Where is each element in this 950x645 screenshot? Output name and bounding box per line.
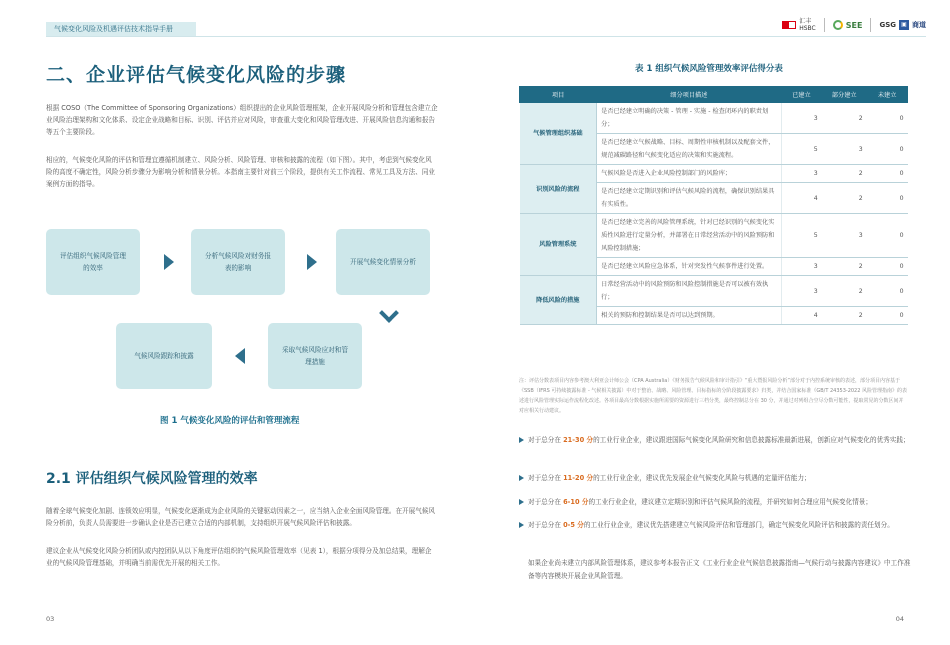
category-cell: 降低风险的措施	[520, 276, 597, 325]
score-partial: 2	[822, 307, 867, 325]
guidance-paragraph: 建议企业从气候变化风险分析团队或内控团队从以下角度评估组织的气候风险管理效率（见表 1），根据分项得分及加总结果，理解企业的气候风险管理基础，并明确当前需优先开展的相关工作。	[46, 547, 432, 567]
score-bullet: 对于总分在 11-20 分的工业行业企业，建议优先发展企业气候变化风险与机遇的定量评估能力；	[519, 472, 911, 485]
gsg-logo: GSG ▣ 商道	[879, 21, 926, 29]
flow-step-5: 气候风险跟踪和披露	[116, 323, 212, 389]
score-established: 3	[781, 103, 822, 134]
score-partial: 2	[822, 183, 867, 214]
intro-paragraph: 根据 COSO（The Committee of Sponsoring Organizations）组织提出的企业风险管理框架，企业开展风险分析和管理包含建立企业风险治理架构和文化体系、设定企业战略和目标、识别、评估并应对风险，审查重大变化和风险管理改进、开展风险信息沟通和报告等五个主要阶段。	[46, 104, 438, 136]
flow-arrow-right-icon	[164, 254, 174, 270]
efficiency-score-table	[519, 86, 908, 325]
col-header-established: 已建立	[781, 87, 822, 103]
score-established: 5	[781, 214, 822, 258]
score-established: 5	[781, 134, 822, 165]
flow-step-3: 开展气候变化情景分析	[336, 229, 430, 295]
desc-cell: 是否已经建立定期识别和评估气候风险的流程，确保识别结果具有实质性。	[597, 183, 781, 214]
desc-cell: 是否已经建立气候战略、目标、周期性审核机制以及配套文件，规范减碳路径和气候变化适应的决策和实施流程。	[597, 134, 781, 165]
figure-caption: 图 1 气候变化风险的评估和管理流程	[160, 416, 300, 426]
page-number-left: 03	[46, 615, 55, 623]
score-established: 4	[781, 307, 822, 325]
flow-arrow-right-icon	[307, 254, 317, 270]
score-none: 0	[867, 165, 908, 183]
category-cell: 识别风险的流程	[520, 165, 597, 214]
subsection-title: 2.1 评估组织气候风险管理的效率	[46, 471, 258, 487]
desc-cell: 是否已经建立明确的决策 - 管理 - 实施 - 检查闭环内的职责划分；	[597, 103, 781, 134]
desc-cell: 气候风险是否进入企业风险控制部门的风险库；	[597, 165, 781, 183]
col-header-item: 项目	[520, 87, 597, 103]
table-footnote: 注：评估分数表项目内容参考澳大利亚会计师公会（CPA Australia）《财务报告气候风险和审计指引》“重大暨报风险分析”部分对于内控系统审核的表述，部分项目内容基于《SSB（IFRS 可持续披露标准 - 气候相关披露）中对于整治、战略、风险管理、目标指标的分阶段披露要求》归类，并结合国家标准《GB/T 24353-2022 风险管理指南》的表述进行风险管理实际运作流程化改述。各项目最高分数根据实施所需要的资源进行三档分类，最终控制总分在 30 分，并通过对列组合空尽分数可能性，提取常见的分数区间并对应相关行动建议。	[519, 378, 908, 414]
gsg-mark-icon: ▣	[899, 20, 909, 30]
desc-cell: 日常经营活动中的风险预防和风险控制措施是否可以被有效执行；	[597, 276, 781, 307]
header-tab: 气候变化风险及机遇评估技术指导手册	[46, 22, 196, 36]
score-partial: 3	[822, 214, 867, 258]
bullet-triangle-icon	[519, 499, 524, 505]
col-header-partial: 部分建立	[822, 87, 867, 103]
category-cell: 风险管理系统	[520, 214, 597, 276]
desc-cell: 是否已经建立风险应急体系，针对突发性气候事件进行处置。	[597, 258, 781, 276]
desc-cell: 相关的预防和控制结果是否可以达到预期。	[597, 307, 781, 325]
flow-step-2: 分析气候风险对财务报表的影响	[191, 229, 285, 295]
bullet-triangle-icon	[519, 475, 524, 481]
score-established: 3	[781, 258, 822, 276]
table-row	[520, 165, 908, 183]
flow-step-1: 评估组织气候风险管理的效率	[46, 229, 140, 295]
col-header-none: 未建立	[867, 87, 908, 103]
desc-cell: 是否已经建立完善的风险管理系统，针对已经识别的气候变化实质性风险进行定量分析，并部署在日常经营活动中的风险预防和风险控制措施；	[597, 214, 781, 258]
table-row	[520, 276, 908, 307]
hsbc-wordmark: 汇丰 HSBC	[799, 18, 816, 32]
score-partial: 2	[822, 276, 867, 307]
table-header-row	[520, 87, 908, 103]
flow-step-4: 采取气候风险应对和管理措施	[268, 323, 362, 389]
bullet-triangle-icon	[519, 437, 524, 443]
score-none: 0	[867, 103, 908, 134]
score-none: 0	[867, 258, 908, 276]
col-header-desc: 细分项目描述	[597, 87, 781, 103]
table-row	[520, 103, 908, 134]
section-title: 二、企业评估气候变化风险的步骤	[46, 64, 347, 86]
score-partial: 2	[822, 258, 867, 276]
score-partial: 2	[822, 165, 867, 183]
bullet-triangle-icon	[519, 522, 524, 528]
category-cell: 气候管理组织基础	[520, 103, 597, 165]
score-none: 0	[867, 214, 908, 258]
flow-arrow-down-left-icon	[379, 303, 399, 323]
score-established: 3	[781, 165, 822, 183]
score-none: 0	[867, 134, 908, 165]
score-none: 0	[867, 307, 908, 325]
right-page	[475, 0, 950, 645]
score-partial: 2	[822, 103, 867, 134]
context-paragraph: 随着全球气候变化加剧、连锁效应明显，气候变化逐渐成为企业风险的关键驱动因素之一，应当纳入企业全面风险管理。在开展气候风险分析前，负责人员需要进一步确认企业是否已建立合适的内部机制，支持组织开展气候风险评估和披露。	[46, 507, 436, 527]
table-row	[520, 214, 908, 258]
score-none: 0	[867, 276, 908, 307]
closing-paragraph: 如果企业尚未建立内部风险管理体系，建议参考本报告正文《工业行业企业气候信息披露指南—气候行动与披露内容建议》中工作准备等内容模块开展企业风险管理。	[528, 559, 911, 580]
table-title: 表 1 组织气候风险管理效率评估得分表	[635, 64, 783, 74]
score-partial: 3	[822, 134, 867, 165]
score-bullet: 对于总分在 6-10 分的工业行业企业，建议建立定期识别和评估气候风险的流程，并研究如何合理应用气候变化情景；	[519, 496, 911, 509]
score-bullet: 对于总分在 0-5 分的工业行业企业，建议优先搭建建立气候风险评估和管理部门，确定气候变化风险评估和披露的责任划分。	[519, 519, 911, 532]
flow-arrow-left-icon	[235, 348, 245, 364]
process-paragraph: 相应的，气候变化风险的评估和管理宜遵循机制建立、风险分析、风险管理、审核和披露的流程（如下图）。其中，考虑到气候变化风险的高度不确定性，风险分析步骤分为影响分析和情景分析。本指南主要针对前三个阶段，提供有关工作流程、常见工具及方法、同业案例方面的指导。	[46, 156, 436, 188]
score-established: 4	[781, 183, 822, 214]
score-bullet: 对于总分在 21-30 分的工业行业企业，建议跟进国际气候变化风险研究和信息披露标准最新进展，创新应对气候变化的优秀实践；	[519, 434, 911, 447]
see-logo: SEE	[833, 20, 863, 30]
score-established: 3	[781, 276, 822, 307]
score-none: 0	[867, 183, 908, 214]
page-number-right: 04	[895, 615, 904, 623]
